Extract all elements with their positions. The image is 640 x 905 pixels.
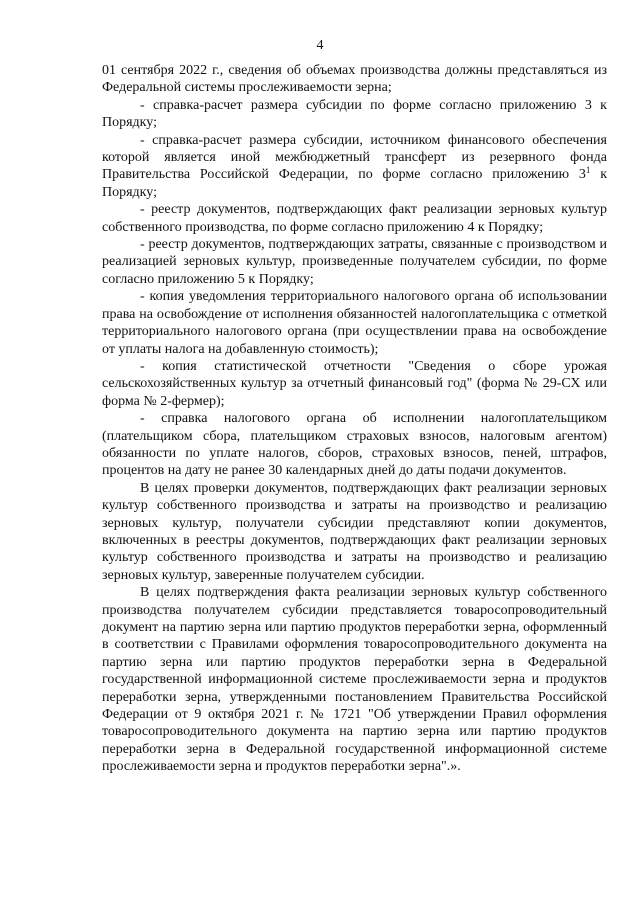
list-item-subsidy-calculation-reserve-fund [102,132,607,202]
paragraph-continuation: 01 сентября 2022 г., сведения об объемах производства должны представляться из Федеральной системы прослеживаемости зерна; [102,63,607,96]
paragraph-sales-confirmation: В целях подтверждения факта реализации зерновых культур собственного производства получателем субсидии представляется товаросопроводительный документ на партию зерна или партию продуктов переработки зерна, оформленный в соответствии с Правилами оформления товаросопроводительного документа на партию зерна или партию продуктов переработки зерна в Федеральной государственной информационной системе прослеживаемости зерна и продуктов переработки зерна, утвержденными постановлением Правительства Российской Федерации от 9 октября 2021 г. № 1721 "Об утверждении Правил оформления товаросопроводительного документа на партию зерна или партию продуктов переработки зерна в Федеральной государственной информационной системе прослеживаемости зерна и продуктов переработки зерна".». [102,585,607,775]
list-item-text: - справка-расчет размера субсидии, источником финансового обеспечения которой является иной межбюджетный трансферт из резервного фонда Правительства Российской Федерации, по форме согласно приложению 3 [102,132,607,183]
paragraph-document-verification: В целях проверки документов, подтверждающих факт реализации зерновых культур собственного производства и затраты на производство и реализацию зерновых культур, получатели субсидии представляют копии документов, включенных в реестры документов, подтверждающих факт реализации зерновых культур собственного производства и затраты на производство и реализацию зерновых культур, заверенные получателем субсидии. [102,480,607,583]
list-item-text-tail: к Порядку; [102,167,607,200]
list-item-statistics-report: - копия статистической отчетности "Сведения о сборе урожая сельскохозяйственных культур за отчетный финансовый год" (форма № 29-СХ или форма № 2-фермер); [102,358,607,409]
list-item-subsidy-calculation: - справка-расчет размера субсидии по форме согласно приложению 3 к Порядку; [102,97,607,131]
page-number: 4 [316,38,324,53]
document-body [102,62,607,776]
list-item-sales-registry: - реестр документов, подтверждающих факт реализации зерновых культур собственного производства, по форме согласно приложению 4 к Порядку; [102,202,607,235]
list-item-tax-certificate: - справка налогового органа об исполнении налогоплательщиком (плательщиком сбора, плательщиком страховых взносов, налоговым агентом) обязанности по уплате налогов, сборов, страховых взносов, пеней, штрафов, процентов на дату не ранее 30 календарных дней до даты подачи документов. [102,411,607,479]
list-item-tax-notice: - копия уведомления территориального налогового органа об использовании права на освобождение от исполнения обязанностей налогоплательщика с отметкой территориального налогового органа (при осуществлении права на освобождение от уплаты налога на добавленную стоимость); [102,289,607,357]
list-item-costs-registry: - реестр документов, подтверждающих затраты, связанные с производством и реализацией зерновых культур, произведенные получателем субсидии, по форме согласно приложению 5 к Порядку; [102,237,607,287]
superscript: 1 [585,165,591,176]
